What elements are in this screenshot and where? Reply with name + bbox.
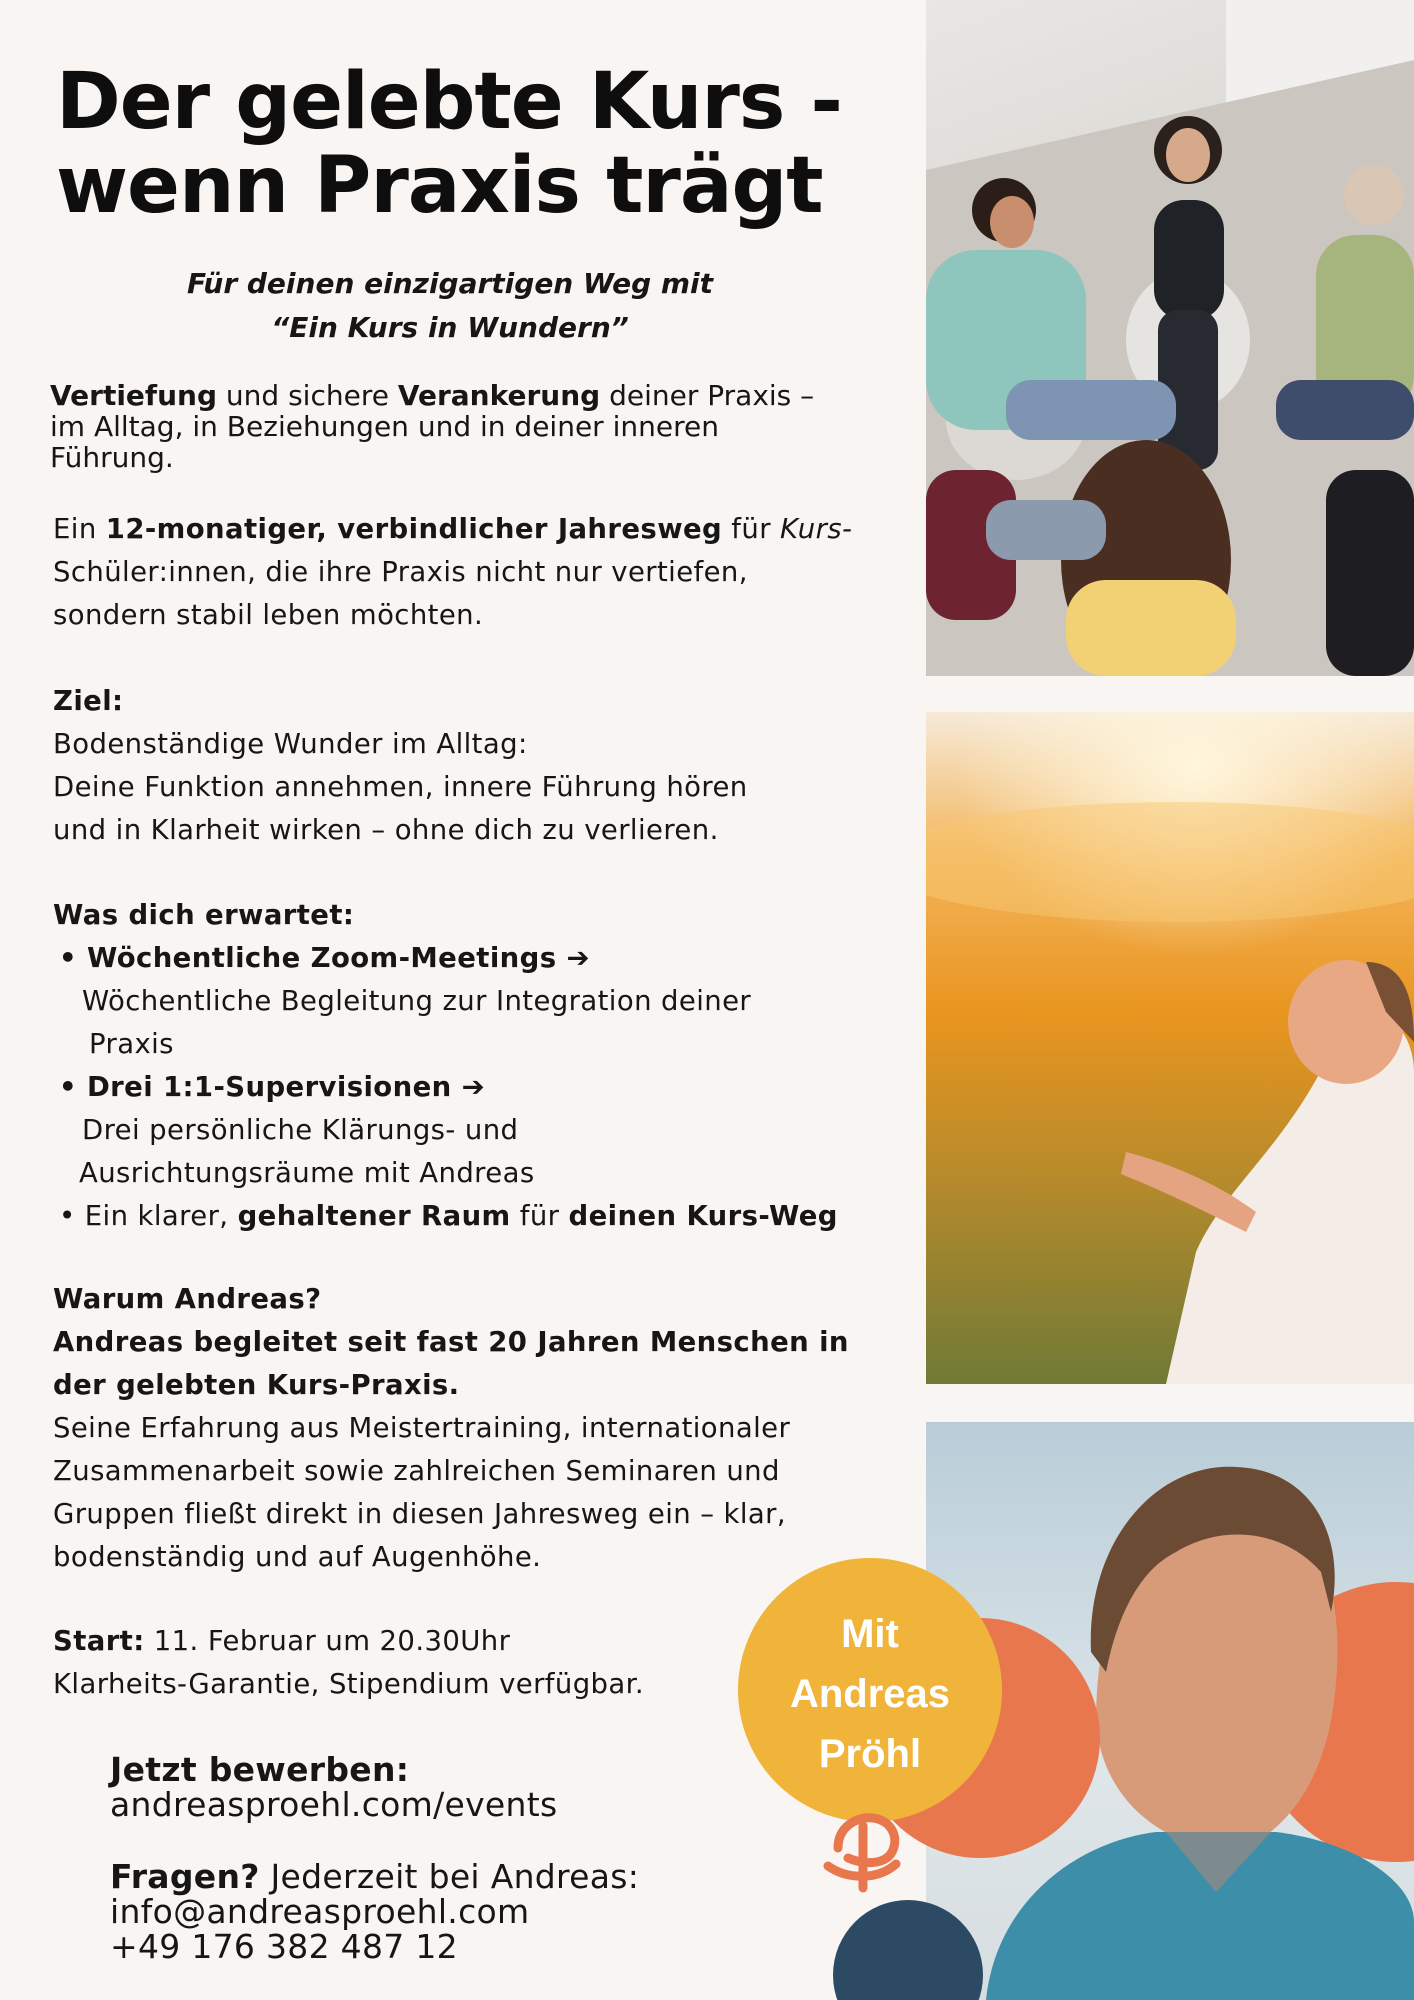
jahresweg-paragraph	[53, 508, 933, 637]
warum-bold-2: der gelebten Kurs-Praxis.	[53, 1369, 460, 1401]
list-item-zoom-desc-1: Wöchentliche Begleitung zur Integration deiner	[82, 985, 752, 1017]
jahresweg-italic: Kurs-	[780, 513, 853, 545]
start-label: Start:	[53, 1625, 145, 1657]
phone-link[interactable]: +49 176 382 487 12	[110, 1927, 458, 1966]
intro-line-2: im Alltag, in Beziehungen und in deiner inneren	[50, 410, 719, 443]
warum-bold-1: Andreas begleitet seit fast 20 Jahren Menschen in	[53, 1326, 849, 1358]
intro-bold-verankerung: Verankerung	[397, 379, 601, 412]
jahresweg-line-2: Schüler:innen, die ihre Praxis nicht nur vertiefen,	[53, 556, 748, 588]
apply-link[interactable]: andreasproehl.com/events	[110, 1785, 558, 1824]
group-photo-illustration	[926, 0, 1414, 676]
badge-line-3: Pröhl	[818, 1732, 922, 1776]
jahresweg-line-1	[53, 508, 933, 551]
start-line-2: Klarheits-Garantie, Stipendium verfügbar.	[53, 1668, 644, 1700]
title-line-2: wenn Praxis trägt	[56, 141, 823, 231]
page-title	[56, 57, 916, 231]
erwartet-heading: Was dich erwartet:	[53, 899, 355, 931]
start-value: 11. Februar um 20.30Uhr	[144, 1625, 511, 1657]
badge-line-2: Andreas	[789, 1672, 951, 1716]
questions-block	[110, 1859, 810, 1964]
warum-heading: Warum Andreas?	[53, 1283, 322, 1315]
intro-bold-vertiefung: Vertiefung	[50, 379, 218, 412]
apply-label: Jetzt bewerben:	[110, 1750, 410, 1789]
questions-text: Jederzeit bei Andreas:	[259, 1857, 640, 1896]
ziel-heading: Ziel:	[53, 685, 124, 717]
warum-line-3: Gruppen fließt direkt in diesen Jahresweg ein – klar,	[53, 1498, 787, 1530]
warum-section	[53, 1278, 933, 1579]
list-item-zoom-title: • Wöchentliche Zoom-Meetings ➔	[59, 942, 590, 974]
intro-text-2: deiner Praxis –	[600, 379, 815, 412]
sunset-photo-illustration	[926, 712, 1414, 1384]
raum-mid: für	[510, 1200, 569, 1232]
subtitle-line-1: Für deinen einzigartigen Weg mit	[186, 267, 714, 300]
sunset-photo	[926, 712, 1414, 1384]
jahresweg-pre: Ein	[53, 513, 106, 545]
questions-label: Fragen?	[110, 1857, 260, 1896]
list-item-supervision-title: • Drei 1:1-Supervisionen ➔	[59, 1071, 486, 1103]
badge-label	[738, 1604, 1002, 1784]
ziel-line-1: Bodenständige Wunder im Alltag:	[53, 728, 528, 760]
ap-logo-icon	[818, 1806, 908, 1896]
title-line-1: Der gelebte Kurs -	[56, 57, 842, 147]
warum-line-4: bodenständig und auf Augenhöhe.	[53, 1541, 542, 1573]
warum-line-2: Zusammenarbeit sowie zahlreichen Seminaren und	[53, 1455, 780, 1487]
raum-pre: • Ein klarer,	[59, 1200, 238, 1232]
raum-bold-1: gehaltener Raum	[237, 1200, 511, 1232]
email-link[interactable]: info@andreasproehl.com	[110, 1892, 530, 1931]
list-item-zoom-desc-2: Praxis	[89, 1028, 174, 1060]
apply-block	[110, 1752, 810, 1822]
subtitle-line-2: “Ein Kurs in Wundern”	[271, 311, 629, 344]
warum-line-1: Seine Erfahrung aus Meistertraining, internationaler	[53, 1412, 791, 1444]
erwartet-section	[53, 894, 933, 1238]
group-photo	[926, 0, 1414, 676]
intro-line-1	[50, 380, 910, 411]
intro-line-3: Führung.	[50, 441, 174, 474]
list-item-raum	[53, 1195, 933, 1238]
ziel-line-3: und in Klarheit wirken – ohne dich zu verlieren.	[53, 814, 719, 846]
questions-line	[110, 1859, 810, 1894]
ziel-section	[53, 680, 933, 852]
badge-line-1: Mit	[841, 1612, 899, 1656]
jahresweg-line-3: sondern stabil leben möchten.	[53, 599, 484, 631]
list-item-supervision-desc-2: Ausrichtungsräume mit Andreas	[79, 1157, 535, 1189]
ziel-line-2: Deine Funktion annehmen, innere Führung hören	[53, 771, 748, 803]
raum-bold-2: deinen Kurs-Weg	[568, 1200, 838, 1232]
subtitle	[90, 262, 810, 350]
intro-paragraph	[50, 380, 910, 473]
intro-text-1: und sichere	[217, 379, 398, 412]
jahresweg-bold: 12-monatiger, verbindlicher Jahresweg	[105, 513, 723, 545]
list-item-supervision-desc-1: Drei persönliche Klärungs- und	[82, 1114, 519, 1146]
jahresweg-mid: für	[722, 513, 781, 545]
